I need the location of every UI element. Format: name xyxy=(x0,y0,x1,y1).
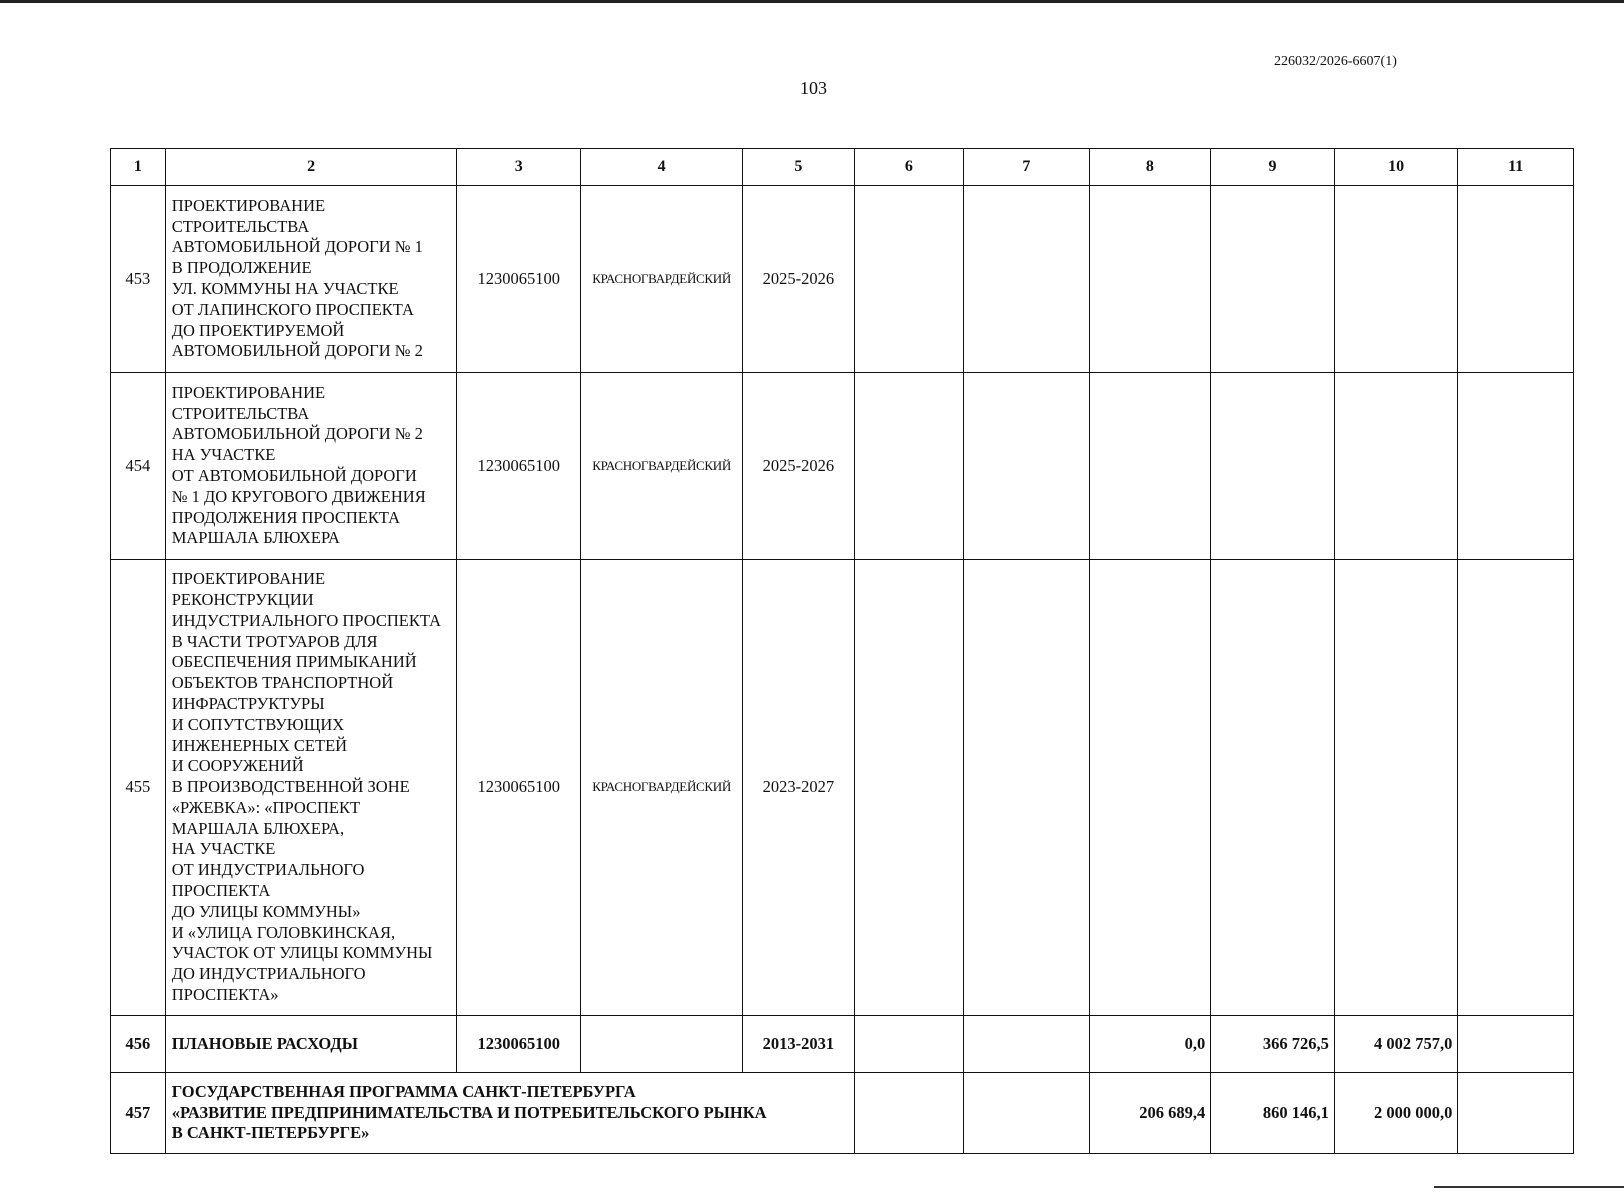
object-name xyxy=(165,373,457,560)
cell-col6 xyxy=(854,1073,963,1154)
name-line: ДО ИНДУСТРИАЛЬНОГО xyxy=(171,964,366,984)
name-line: ОБЪЕКТОВ ТРАНСПОРТНОЙ xyxy=(171,673,394,693)
cell-col11 xyxy=(1458,373,1574,560)
cell-col11 xyxy=(1458,560,1574,1016)
name-line: СТРОИТЕЛЬСТВА xyxy=(171,403,310,423)
name-line: ПРОСПЕКТА» xyxy=(171,985,279,1005)
cell-col9 xyxy=(1211,373,1335,560)
name-line: ПРОСПЕКТА xyxy=(171,881,271,901)
name-line: «РАЗВИТИЕ ПРЕДПРИНИМАТЕЛЬСТВА И ПОТРЕБИТЕЛЬСКОГО РЫНКА xyxy=(171,1102,767,1122)
col-header-8: 8 xyxy=(1089,149,1211,186)
name-line: ДО ПРОЕКТИРУЕМОЙ xyxy=(171,320,345,340)
col-header-6: 6 xyxy=(854,149,963,186)
col-header-2: 2 xyxy=(165,149,457,186)
cell-col8 xyxy=(1089,186,1211,373)
col-header-4: 4 xyxy=(581,149,743,186)
budget-code: 1230065100 xyxy=(457,186,581,373)
name-line: ПРОЕКТИРОВАНИЕ xyxy=(171,569,326,589)
period: 2023-2027 xyxy=(743,560,854,1016)
cell-col6 xyxy=(854,560,963,1016)
col-header-1: 1 xyxy=(111,149,166,186)
cell-col11 xyxy=(1458,1073,1574,1154)
col-header-3: 3 xyxy=(457,149,581,186)
name-line: ОТ ЛАПИНСКОГО ПРОСПЕКТА xyxy=(171,299,414,319)
name-line: ИНДУСТРИАЛЬНОГО ПРОСПЕКТА xyxy=(171,610,442,630)
planned-expenses-label: ПЛАНОВЫЕ РАСХОДЫ xyxy=(165,1016,457,1073)
name-line: НА УЧАСТКЕ xyxy=(171,445,276,465)
name-line: АВТОМОБИЛЬНОЙ ДОРОГИ № 1 xyxy=(171,237,423,257)
district: КРАСНОГВАРДЕЙСКИЙ xyxy=(581,373,743,560)
name-line: В ПРОДОЛЖЕНИЕ xyxy=(171,258,312,278)
budget-code: 1230065100 xyxy=(457,373,581,560)
name-line: УЧАСТОК ОТ УЛИЦЫ КОММУНЫ xyxy=(171,943,433,963)
table-row xyxy=(111,560,1574,1016)
program-name xyxy=(165,1073,854,1154)
cell-col7 xyxy=(964,186,1090,373)
object-name xyxy=(165,560,457,1016)
cell-col7 xyxy=(964,373,1090,560)
cell-col11 xyxy=(1458,1016,1574,1073)
object-name-lines xyxy=(172,383,453,549)
amount-col8: 0,0 xyxy=(1089,1016,1211,1073)
scan-edge-top xyxy=(0,0,1624,3)
amount-col8: 206 689,4 xyxy=(1089,1073,1211,1154)
name-line: ДО УЛИЦЫ КОММУНЫ» xyxy=(171,901,361,921)
cell-col7 xyxy=(964,560,1090,1016)
name-line: ИНФРАСТРУКТУРЫ xyxy=(171,693,325,713)
col-header-11: 11 xyxy=(1458,149,1574,186)
name-line: В ЧАСТИ ТРОТУАРОВ ДЛЯ xyxy=(171,631,378,651)
amount-col10: 4 002 757,0 xyxy=(1334,1016,1458,1073)
cell-col7 xyxy=(964,1016,1090,1073)
row-number: 453 xyxy=(111,186,166,373)
row-number: 456 xyxy=(111,1016,166,1073)
cell-col6 xyxy=(854,1016,963,1073)
name-line: УЛ. КОММУНЫ НА УЧАСТКЕ xyxy=(171,279,399,298)
cell-col8 xyxy=(1089,560,1211,1016)
name-line: ПРОДОЛЖЕНИЯ ПРОСПЕКТА xyxy=(171,507,401,527)
name-line: И СОПУТСТВУЮЩИХ xyxy=(171,714,345,734)
name-line: ГОСУДАРСТВЕННАЯ ПРОГРАММА САНКТ-ПЕТЕРБУРГА xyxy=(171,1081,636,1101)
document-id: 226032/2026-6607(1) xyxy=(1274,54,1397,69)
name-line: В ПРОИЗВОДСТВЕННОЙ ЗОНЕ xyxy=(171,777,410,797)
name-line: И СООРУЖЕНИЙ xyxy=(171,756,304,776)
col-header-5: 5 xyxy=(743,149,854,186)
col-header-10: 10 xyxy=(1334,149,1458,186)
table-header xyxy=(111,149,1574,186)
cell-col8 xyxy=(1089,373,1211,560)
district: КРАСНОГВАРДЕЙСКИЙ xyxy=(581,560,743,1016)
period: 2025-2026 xyxy=(743,373,854,560)
scan-edge-bottom xyxy=(1434,1186,1624,1188)
budget-code: 1230065100 xyxy=(457,560,581,1016)
name-line: № 1 ДО КРУГОВОГО ДВИЖЕНИЯ xyxy=(171,486,426,506)
object-name-lines xyxy=(172,196,453,362)
col-header-7: 7 xyxy=(964,149,1090,186)
name-line: В САНКТ-ПЕТЕРБУРГЕ» xyxy=(171,1123,370,1143)
row-number: 454 xyxy=(111,373,166,560)
col-header-9: 9 xyxy=(1211,149,1335,186)
page-number: 103 xyxy=(800,78,827,98)
cell-col10 xyxy=(1334,186,1458,373)
name-line: АВТОМОБИЛЬНОЙ ДОРОГИ № 2 xyxy=(171,424,423,444)
cell-col6 xyxy=(854,373,963,560)
cell-col10 xyxy=(1334,560,1458,1016)
amount-col10: 2 000 000,0 xyxy=(1334,1073,1458,1154)
name-line: ПРОЕКТИРОВАНИЕ xyxy=(171,382,326,402)
district: КРАСНОГВАРДЕЙСКИЙ xyxy=(581,186,743,373)
name-line: АВТОМОБИЛЬНОЙ ДОРОГИ № 2 xyxy=(171,341,423,361)
amount-col9: 860 146,1 xyxy=(1211,1073,1335,1154)
cell-col7 xyxy=(964,1073,1090,1154)
cell-col10 xyxy=(1334,373,1458,560)
cell-col9 xyxy=(1211,560,1335,1016)
program-name-lines xyxy=(172,1082,850,1144)
row-number: 455 xyxy=(111,560,166,1016)
name-line: ИНЖЕНЕРНЫХ СЕТЕЙ xyxy=(171,735,348,755)
budget-code: 1230065100 xyxy=(457,1016,581,1073)
cell-col6 xyxy=(854,186,963,373)
table-row xyxy=(111,373,1574,560)
name-line: СТРОИТЕЛЬСТВА xyxy=(171,216,310,236)
district xyxy=(581,1016,743,1073)
object-name-lines xyxy=(172,569,453,1006)
budget-table xyxy=(110,148,1574,1154)
name-line: МАРШАЛА БЛЮХЕРА xyxy=(171,528,340,548)
name-line: РЕКОНСТРУКЦИИ xyxy=(171,589,314,609)
name-line: «РЖЕВКА»: «ПРОСПЕКТ xyxy=(171,797,361,817)
name-line: ОБЕСПЕЧЕНИЯ ПРИМЫКАНИЙ xyxy=(171,652,417,672)
planned-expenses-row xyxy=(111,1016,1574,1073)
name-line: НА УЧАСТКЕ xyxy=(171,839,276,859)
table-row xyxy=(111,186,1574,373)
object-name xyxy=(165,186,457,373)
name-line: И «УЛИЦА ГОЛОВКИНСКАЯ, xyxy=(171,922,396,942)
cell-col9 xyxy=(1211,186,1335,373)
amount-col9: 366 726,5 xyxy=(1211,1016,1335,1073)
cell-col11 xyxy=(1458,186,1574,373)
name-line: ОТ ИНДУСТРИАЛЬНОГО xyxy=(171,860,365,880)
name-line: ПРОЕКТИРОВАНИЕ xyxy=(171,195,326,215)
name-line: МАРШАЛА БЛЮХЕРА, xyxy=(171,818,345,838)
program-total-row xyxy=(111,1073,1574,1154)
period: 2025-2026 xyxy=(743,186,854,373)
name-line: ОТ АВТОМОБИЛЬНОЙ ДОРОГИ xyxy=(171,466,417,485)
row-number: 457 xyxy=(111,1073,166,1154)
period: 2013-2031 xyxy=(743,1016,854,1073)
